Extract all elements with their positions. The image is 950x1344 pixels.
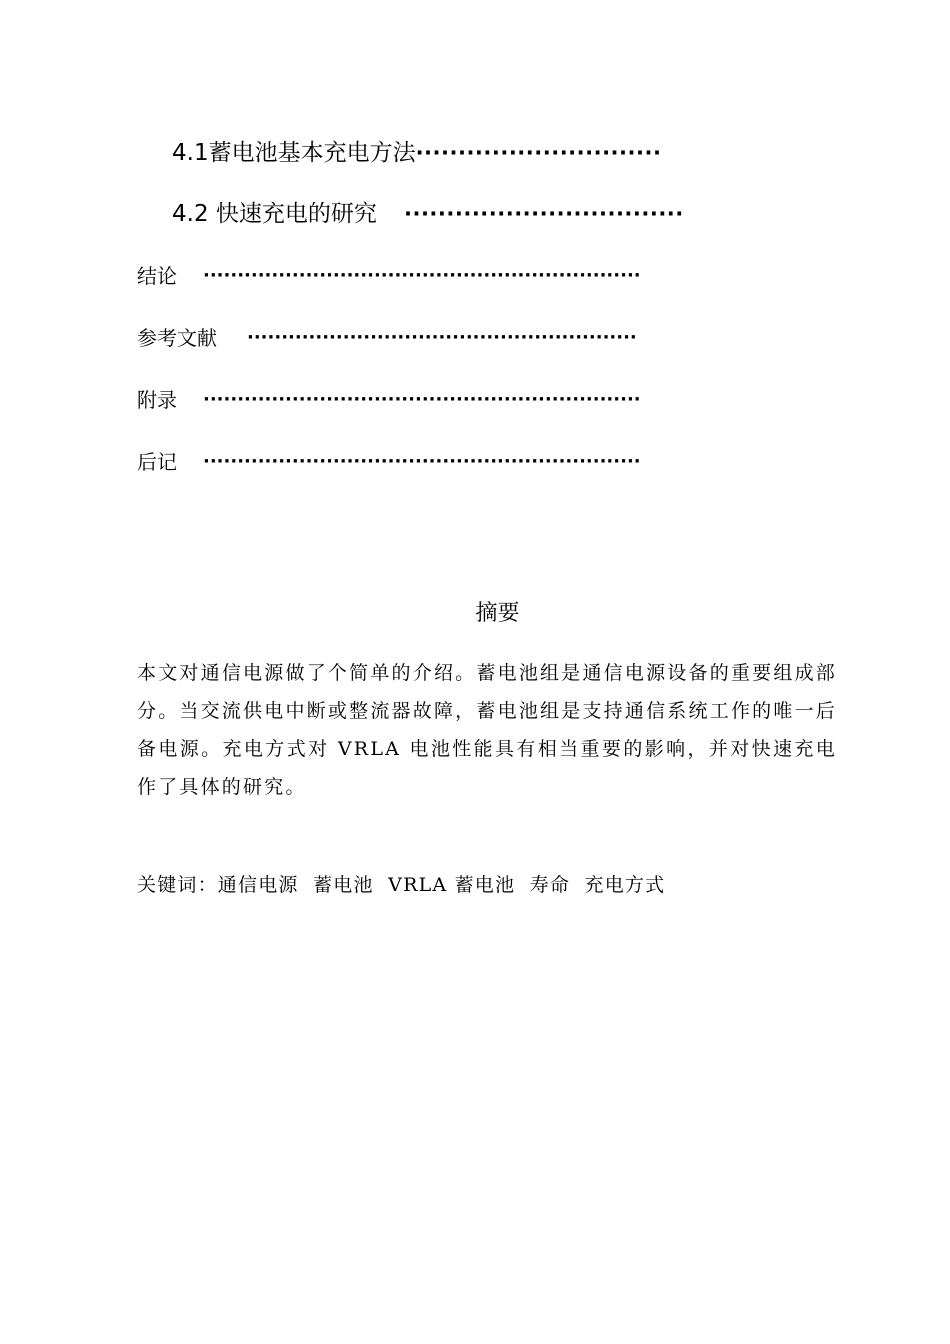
toc-entry-references[interactable]	[137, 321, 761, 355]
toc-entry-4-1[interactable]	[172, 136, 671, 170]
toc-entry-postscript[interactable]	[137, 445, 761, 479]
toc-dot-leader: ·····························	[415, 141, 662, 165]
toc-entry-label: 后记	[137, 450, 177, 474]
toc-entry-label: 参考文献	[137, 326, 217, 350]
abstract-body: 本文对通信电源做了个简单的介绍。蓄电池组是通信电源设备的重要组成部分。当交流供电中断或整流器故障，蓄电池组是支持通信系统工作的唯一后备电源。充电方式对 VRLA 电池性能具有相当重要的影响，并对快速充电作了具体的研究。	[137, 662, 837, 798]
toc-entry-appendix[interactable]	[137, 383, 763, 417]
toc-entry-conclusion[interactable]	[137, 259, 761, 293]
abstract-keywords: 关键词：通信电源 蓄电池 VRLA 蓄电池 寿命 充电方式	[137, 874, 666, 896]
toc-entry-4-2[interactable]	[172, 197, 709, 231]
abstract-title: 摘要	[475, 601, 520, 626]
toc-entry-label: 附录	[137, 388, 177, 412]
toc-entry-label: 结论	[137, 264, 177, 288]
toc-entry-label: 4.2 快速充电的研究	[172, 201, 377, 227]
toc-dot-leader: ·························································	[247, 327, 637, 348]
toc-dot-leader: ································································	[203, 265, 641, 286]
toc-dot-leader: ································································	[203, 389, 641, 410]
toc-dot-leader: ································································	[203, 451, 641, 472]
toc-dot-leader: ·································	[404, 202, 684, 226]
toc-entry-label: 4.1蓄电池基本充电方法	[172, 140, 416, 166]
